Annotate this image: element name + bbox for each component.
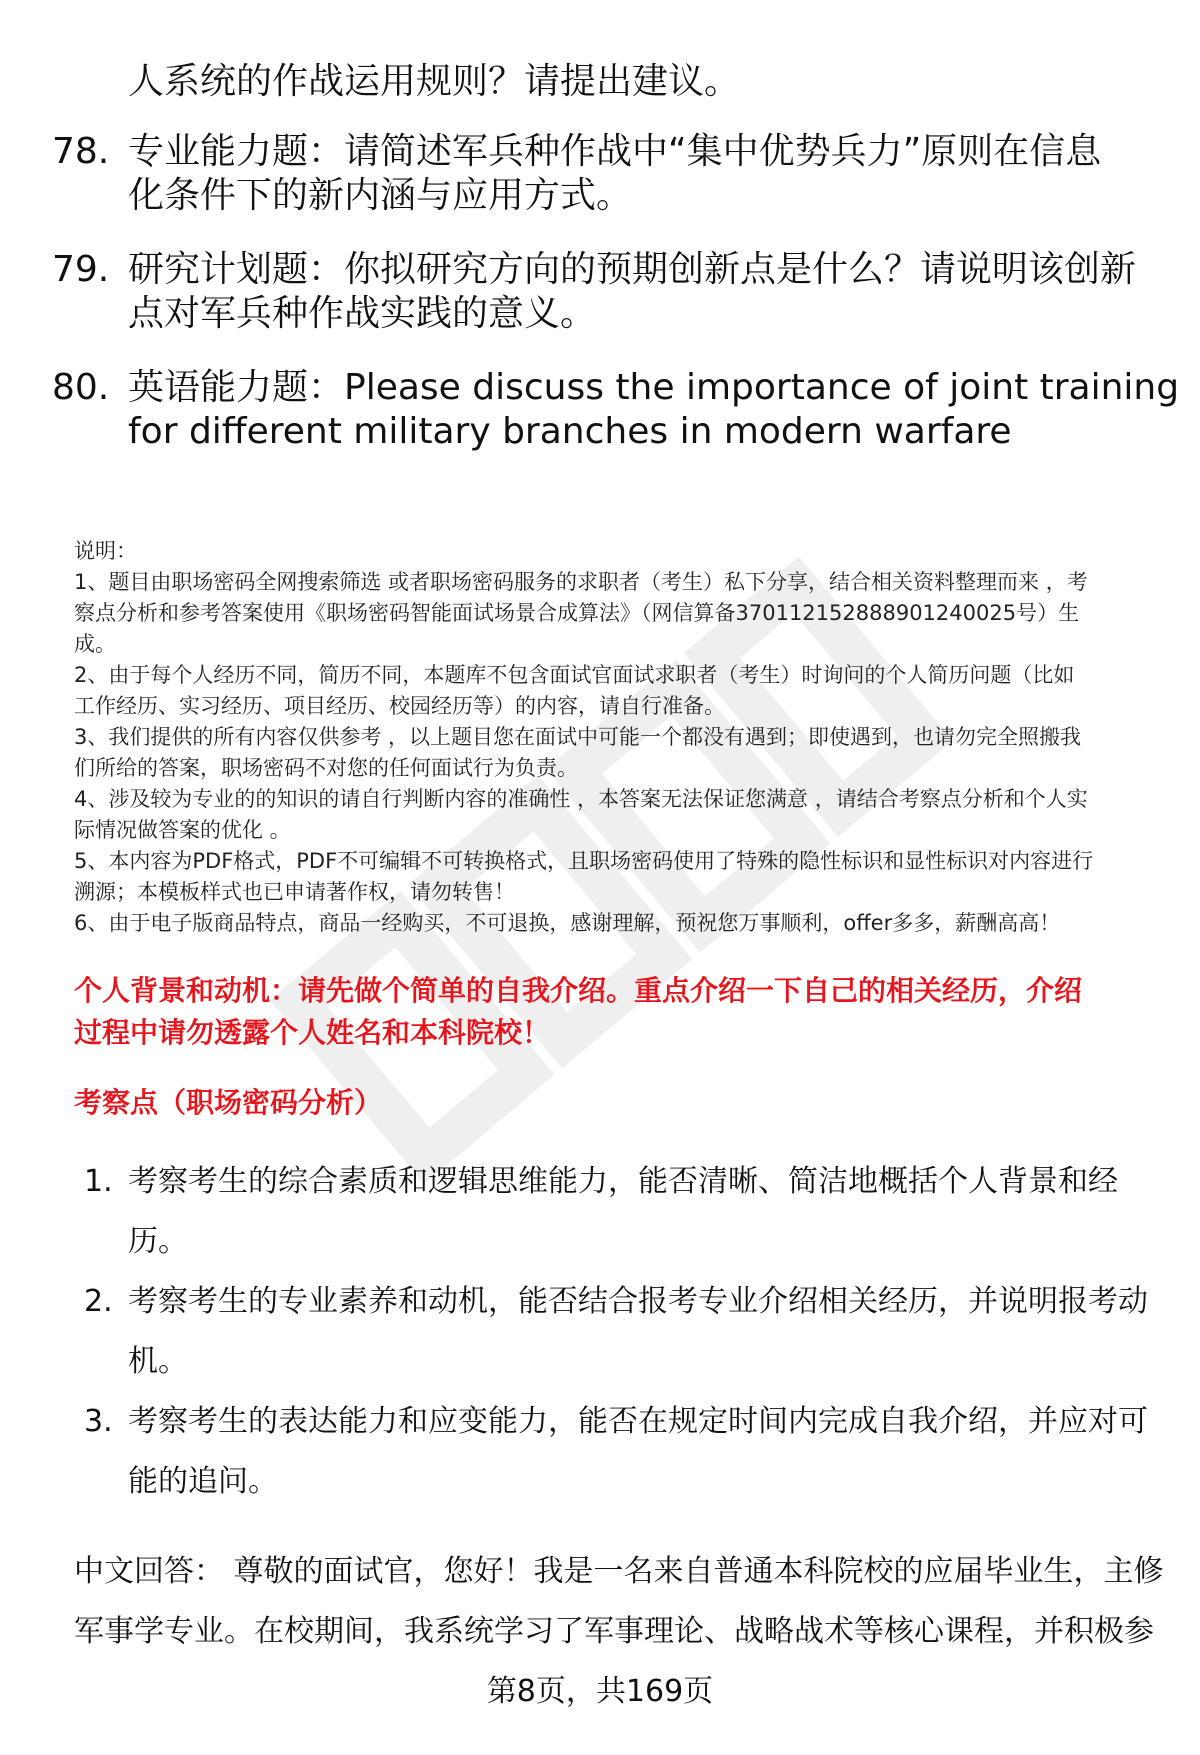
point-line: 能的追问。 [128, 1464, 278, 1499]
answer-line: 军事学专业。在校期间，我系统学习了军事理论、战略战术等核心课程，并积极参 [74, 1614, 1154, 1649]
disclaimer-notes [74, 536, 1164, 939]
notes-line: 察点分析和参考答案使用《职场密码智能面试场景合成算法》（网信算备370112152888901240025号）生 [74, 601, 1080, 625]
notes-line: 6、由于电子版商品特点，商品一经购买，不可退换，感谢理解，预祝您万事顺利，offer多多，薪酬高高！ [74, 911, 1061, 935]
notes-line: 工作经历、实习经历、项目经历、校园经历等）的内容，请自行准备。 [74, 694, 725, 718]
point-line: 考察考生的表达能力和应变能力，能否在规定时间内完成自我介绍，并应对可 [128, 1404, 1148, 1439]
notes-line: 5、本内容为PDF格式，PDF不可编辑不可转换格式，且职场密码使用了特殊的隐性标识和显性标识对内容进行 [74, 849, 1094, 873]
question-line: 人系统的作战运用规则？请提出建议。 [128, 61, 741, 102]
notes-heading: 说明： [74, 539, 137, 563]
question-number: 79. [52, 249, 110, 290]
notes-line: 1、题目由职场密码全网搜索筛选 或者职场密码服务的求职者（考生）私下分享，结合相关资料整理而来 ，考 [74, 570, 1088, 594]
question-line: 化条件下的新内涵与应用方式。 [128, 175, 633, 216]
analysis-title: 考察点（职场密码分析） [74, 1086, 383, 1119]
section-title-line: 过程中请勿透露个人姓名和本科院校！ [74, 1016, 551, 1049]
question-number: 80. [52, 367, 110, 408]
point-line: 机。 [128, 1344, 188, 1379]
point-line: 历。 [128, 1224, 188, 1259]
point-number: 2. [84, 1284, 113, 1319]
notes-line: 溯源；本模板样式也已申请著作权，请勿转售！ [74, 880, 515, 904]
notes-line: 2、由于每个人经历不同，简历不同，本题库不包含面试官面试求职者（考生）时询问的个人简历问题（比如 [74, 663, 1075, 687]
point-number: 1. [84, 1164, 113, 1199]
point-number: 3. [84, 1404, 113, 1439]
section-title-line: 个人背景和动机：请先做个简单的自我介绍。重点介绍一下自己的相关经历，介绍 [74, 974, 1083, 1007]
notes-line: 3、我们提供的所有内容仅供参考 ，以上题目您在面试中可能一个都没有遇到；即使遇到，也请勿完全照搬我 [74, 725, 1082, 749]
point-line: 考察考生的专业素养和动机，能否结合报考专业介绍相关经历，并说明报考动 [128, 1284, 1148, 1319]
page-number: 第8页，共169页 [486, 1674, 714, 1709]
notes-line: 成。 [74, 632, 116, 656]
answer-line: 中文回答： 尊敬的面试官，您好！我是一名来自普通本科院校的应届毕业生，主修 [74, 1554, 1164, 1589]
notes-line: 4、涉及较为专业的的知识的请自行判断内容的准确性 ，本答案无法保证您满意 ，请结合考察点分析和个人实 [74, 787, 1088, 811]
question-number: 78. [52, 131, 110, 172]
notes-line: 际情况做答案的优化 。 [74, 818, 291, 842]
question-line: 专业能力题：请简述军兵种作战中“集中优势兵力”原则在信息 [128, 131, 1102, 172]
section-heading [74, 970, 1164, 1054]
point-line: 考察考生的综合素质和逻辑思维能力，能否清晰、简洁地概括个人背景和经 [128, 1164, 1118, 1199]
notes-line: 们所给的答案，职场密码不对您的任何面试行为负责。 [74, 756, 578, 780]
question-line: 研究计划题：你拟研究方向的预期创新点是什么？请说明该创新 [128, 249, 1137, 290]
question-line: 英语能力题：Please discuss the importance of joint training [128, 367, 1180, 408]
question-line: for different military branches in modern warfare [128, 411, 1012, 452]
question-line: 点对军兵种作战实践的意义。 [128, 293, 597, 334]
